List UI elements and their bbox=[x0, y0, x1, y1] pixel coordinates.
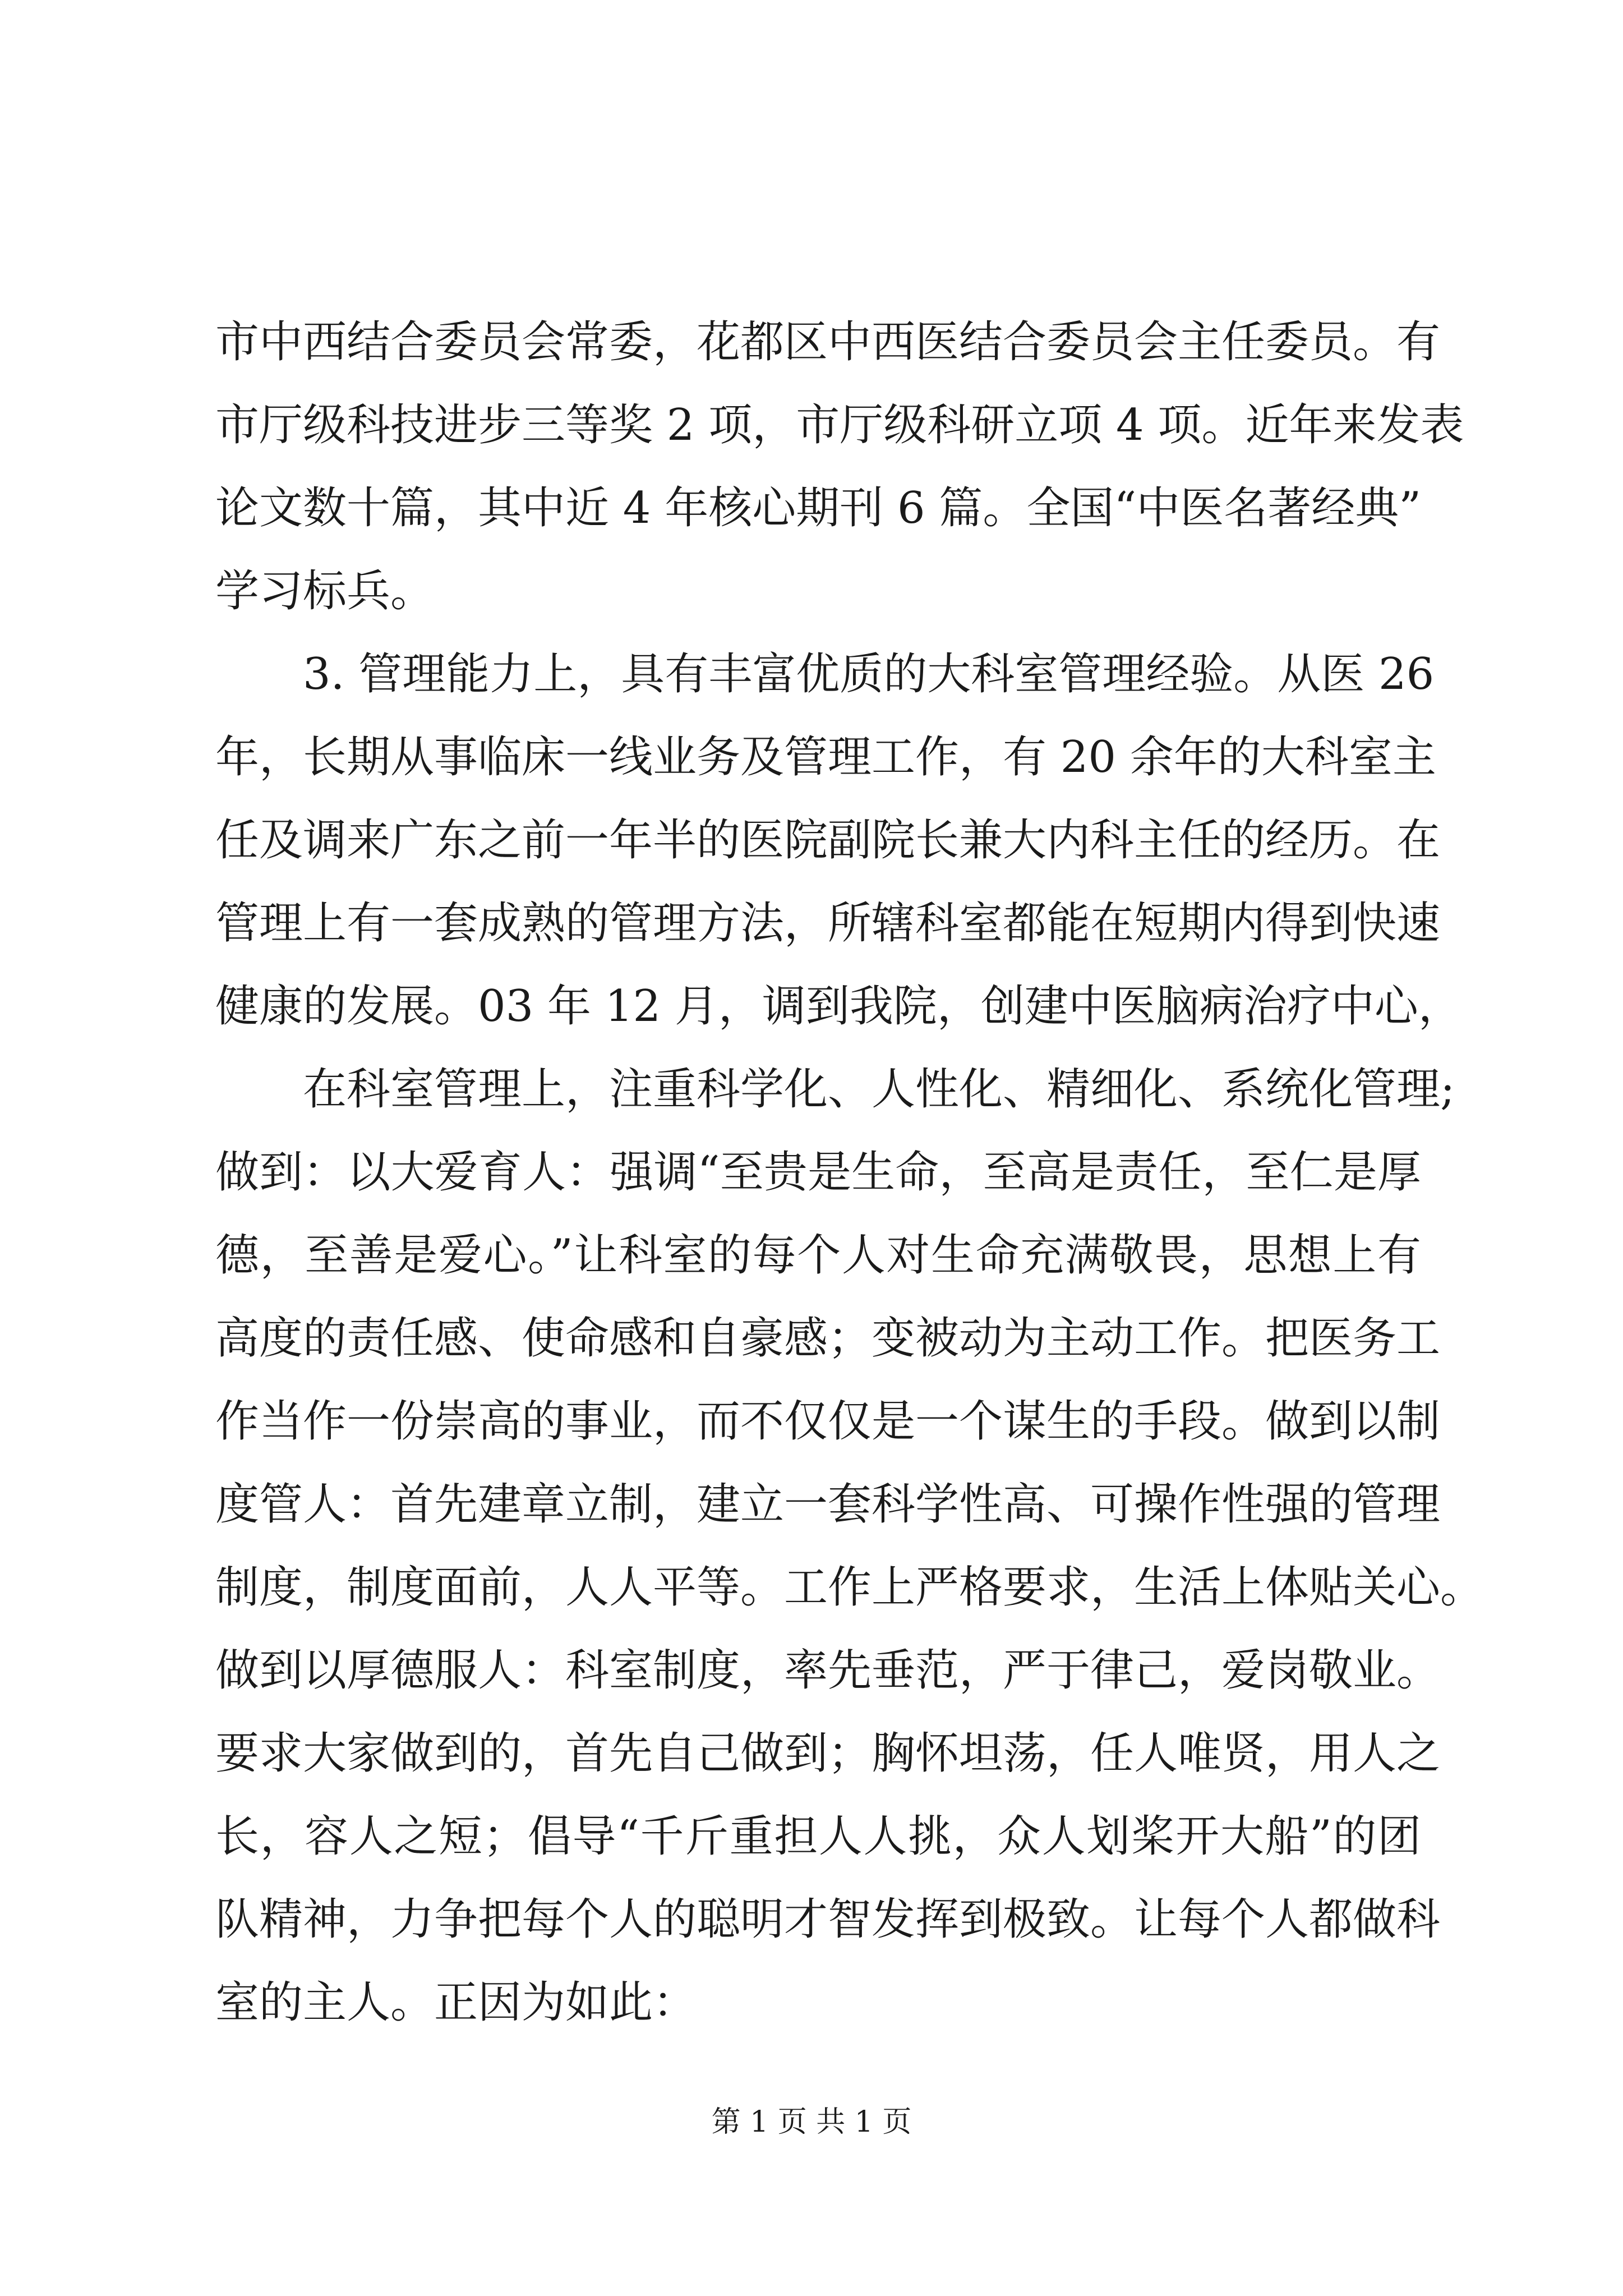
text-line: 度管人：首先建章立制，建立一套科学性高、可操作性强的管理 bbox=[215, 1479, 1441, 1530]
text-line: 市中西结合委员会常委，花都区中西医结合委员会主任委员。有 bbox=[215, 317, 1441, 367]
text-line: 学习标兵。 bbox=[215, 566, 435, 616]
text-line: 室的主人。正因为如此： bbox=[215, 1977, 697, 2028]
page-number-footer: 第 1 页 共 1 页 bbox=[711, 2105, 912, 2139]
text-line: 管理上有一套成熟的管理方法，所辖科室都能在短期内得到快速 bbox=[215, 898, 1441, 949]
text-line: 制度，制度面前，人人平等。工作上严格要求，生活上体贴关心。 bbox=[215, 1562, 1484, 1613]
text-line: 作当作一份崇高的事业，而不仅仅是一个谋生的手段。做到以制 bbox=[215, 1396, 1441, 1447]
text-line: 做到：以大爱育人：强调“至贵是生命，至高是责任，至仁是厚 bbox=[215, 1147, 1421, 1198]
text-line: 在科室管理上，注重科学化、人性化、精细化、系统化管理; bbox=[215, 1064, 1455, 1115]
text-line: 队精神，力争把每个人的聪明才智发挥到极致。让每个人都做科 bbox=[215, 1894, 1441, 1945]
text-line: 长，容人之短；倡导“千斤重担人人挑，众人划桨开大船”的团 bbox=[215, 1811, 1421, 1862]
text-line: 市厅级科技进步三等奖 2 项，市厅级科研立项 4 项。近年来发表 bbox=[215, 400, 1464, 450]
text-line: 高度的责任感、使命感和自豪感；变被动为主动工作。把医务工 bbox=[215, 1313, 1441, 1364]
text-line: 任及调来广东之前一年半的医院副院长兼大内科主任的经历。在 bbox=[215, 815, 1441, 866]
text-line: 健康的发展。03 年 12 月，调到我院，创建中医脑病治疗中心， bbox=[215, 981, 1462, 1032]
text-line: 德，至善是爱心。”让科室的每个人对生命充满敬畏，思想上有 bbox=[215, 1230, 1421, 1281]
text-line: 要求大家做到的，首先自己做到；胸怀坦荡，任人唯贤，用人之 bbox=[215, 1728, 1441, 1779]
text-line: 3. 管理能力上，具有丰富优质的大科室管理经验。从医 26 bbox=[215, 649, 1435, 700]
text-line: 年，长期从事临床一线业务及管理工作，有 20 余年的大科室主 bbox=[215, 732, 1436, 783]
document-body bbox=[215, 301, 1484, 2044]
text-line: 做到以厚德服人：科室制度，率先垂范，严于律己，爱岗敬业。 bbox=[215, 1645, 1441, 1696]
text-line: 论文数十篇，其中近 4 年核心期刊 6 篇。全国“中医名著经典” bbox=[215, 483, 1422, 533]
